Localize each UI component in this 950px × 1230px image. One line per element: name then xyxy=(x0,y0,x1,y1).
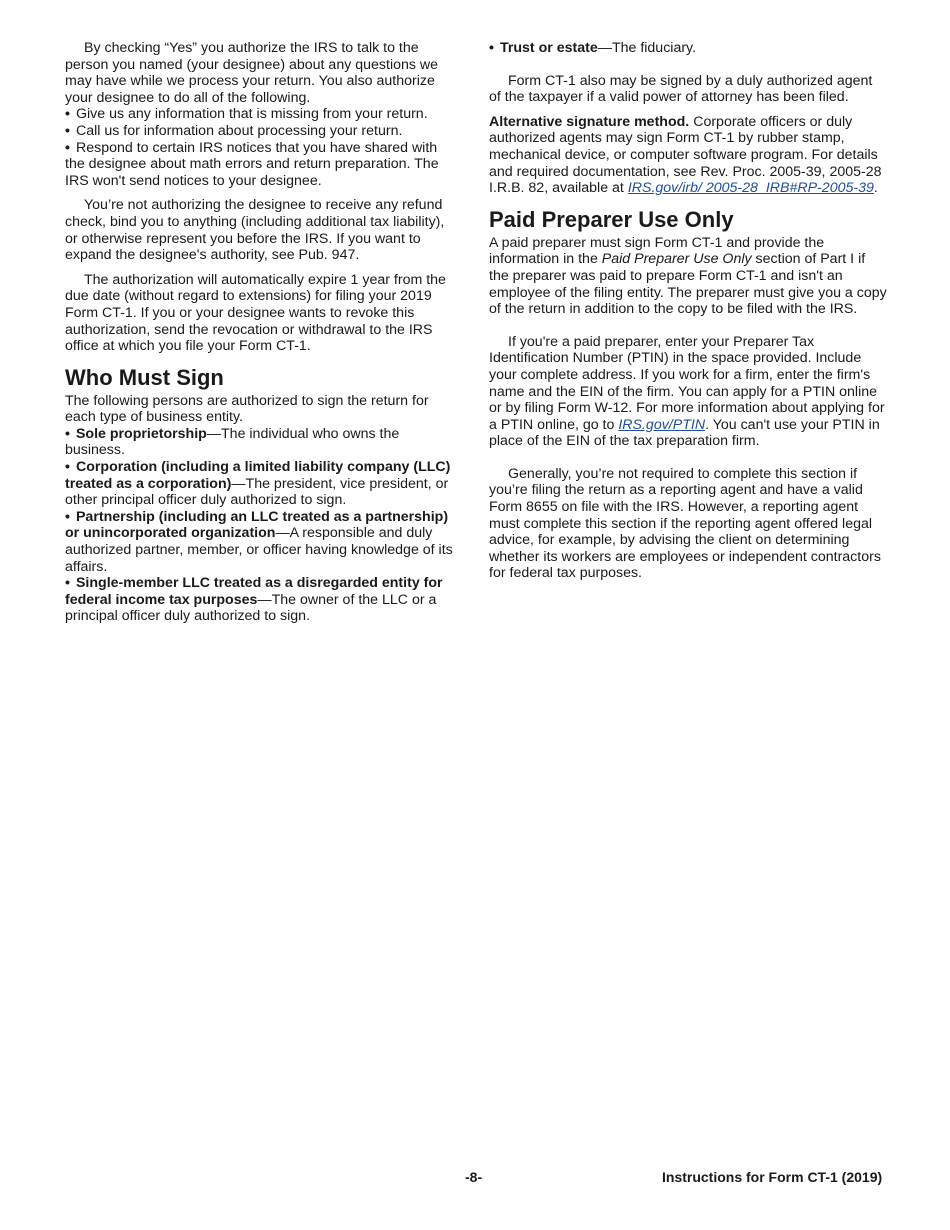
entity-label: Single-member LLC treated as a disregarded entity for federal income tax purposes xyxy=(65,575,443,608)
bullet-item: • Call us for information about processing your return. xyxy=(65,123,457,140)
irb-link[interactable]: IRS.gov/irb/ 2005-28_IRB#RP-2005-39 xyxy=(627,180,874,197)
bullet-item: • Respond to certain IRS notices that you have shared with the designee about math errors and return preparation. The IRS won't send notices to your designee. xyxy=(65,140,457,190)
entity-sole-proprietorship xyxy=(65,426,457,459)
entity-label: Corporation (including a limited liability company (LLC) treated as a corporation) xyxy=(65,459,451,492)
paid-preparer-text: section of Part I if the preparer was paid to prepare Form CT-1 and isn't an employee of the filing entity. The preparer must give you a copy of the return in addition to the copy to be filed with the IRS. xyxy=(489,251,887,318)
reporting-agent-paragraph: Generally, you’re not required to complete this section if you’re filing the return as a reporting agent and have a valid Form 8655 on file with the IRS. However, a reporting agent must complete this section if the reporting agent offered legal advice, for example, by advising the client on determining whether its workers are employees or independent contractors for federal tax purposes. xyxy=(489,465,881,582)
who-must-sign-heading: Who Must Sign xyxy=(65,364,224,390)
entity-description: —The president, vice president, or other principal officer duly authorized to sign. xyxy=(65,475,449,509)
document-title: Instructions for Form CT-1 (2019) xyxy=(662,1169,883,1185)
bullet-item: • Give us any information that is missing from your return. xyxy=(65,106,457,123)
alternative-signature-paragraph xyxy=(489,114,887,197)
designee-authorization-paragraph: By checking “Yes” you authorize the IRS to talk to the person you named (your designee) about any questions we may have while we process your return. You also authorize your designee to do all of the following. xyxy=(65,40,439,106)
ptin-link[interactable]: IRS.gov/PTIN xyxy=(618,416,706,433)
right-column xyxy=(489,40,887,590)
alternative-signature-label: Alternative signature method. xyxy=(489,113,690,130)
who-must-sign-intro: The following persons are authorized to sign the return for each type of business entity. xyxy=(65,392,429,426)
paid-preparer-section-name: Paid Preparer Use Only xyxy=(601,251,752,268)
authorized-agent-paragraph: Form CT-1 also may be signed by a duly authorized agent of the taxpayer if a valid power of attorney has been filed. xyxy=(489,72,873,106)
ptin-text: . You can't use your PTIN in place of the EIN of the tax preparation firm. xyxy=(489,416,880,450)
paid-preparer-heading: Paid Preparer Use Only xyxy=(489,206,734,232)
entity-label: Sole proprietorship xyxy=(75,425,207,442)
ptin-text: If you're a paid preparer, enter your Preparer Tax Identification Number (PTIN) in the space provided. Include your complete address. If you work for a firm, enter the firm's name and the EIN of the firm. You can apply for a PTIN online or by filing Form W-12. For more information about applying for a PTIN online, go to xyxy=(489,333,885,433)
paid-preparer-text: A paid preparer must sign Form CT-1 and provide the information in the xyxy=(489,234,825,268)
period: . xyxy=(873,180,878,197)
authorization-expiry-paragraph: The authorization will automatically expire 1 year from the due date (without regard to extensions) for filing your 2019 Form CT-1. If you or your designee wants to revoke this authorization, send the revocation or withdrawal to the IRS office at which you file your Form CT-1. xyxy=(65,271,446,355)
ptin-paragraph xyxy=(489,334,887,450)
paid-preparer-paragraph xyxy=(489,235,887,318)
entity-label: Partnership (including an LLC treated as a partnership) or unincorporated organization xyxy=(65,508,449,542)
left-column xyxy=(65,40,457,625)
page-number: -8- xyxy=(465,1169,483,1185)
entity-description: —The fiduciary. xyxy=(597,40,697,56)
entity-description: —The owner of the LLC or a principal officer duly authorized to sign. xyxy=(65,591,437,625)
alternative-signature-text: Corporate officers or duly authorized agents may sign Form CT-1 by rubber stamp, mechanical device, or computer software program. For details and required documentation, see Rev. Proc. 2005-39, 2005-28 I.R.B. 82, available at xyxy=(489,113,882,197)
entity-single-member-llc xyxy=(65,575,457,625)
entity-corporation xyxy=(65,459,457,509)
entity-description: —The individual who owns the business. xyxy=(65,425,400,459)
entity-description: —A responsible and duly authorized partner, member, or officer having knowledge of its affairs. xyxy=(65,525,453,575)
entity-label: Trust or estate xyxy=(499,40,598,56)
entity-partnership xyxy=(65,509,457,575)
designee-limits-paragraph: You’re not authorizing the designee to receive any refund check, bind you to anything (including additional tax liability), or otherwise represent you before the IRS. If you want to expand the designee's authority, see Pub. 947. xyxy=(65,197,445,264)
entity-trust-or-estate xyxy=(489,40,887,57)
